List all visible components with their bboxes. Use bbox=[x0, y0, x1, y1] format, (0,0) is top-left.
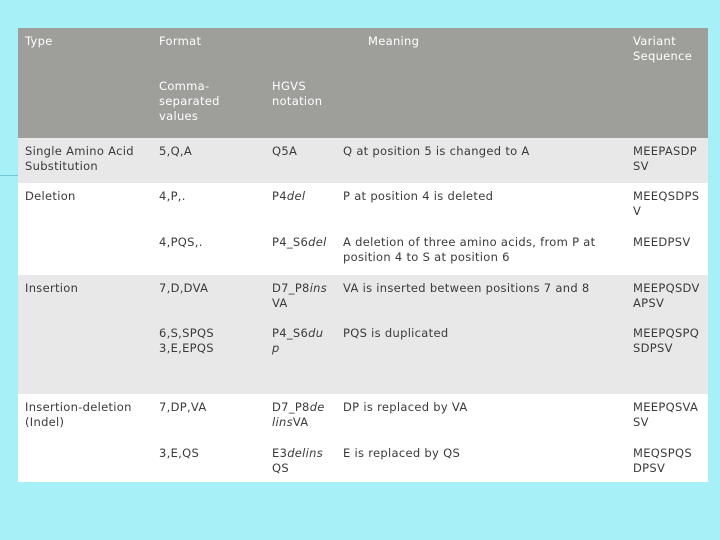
header-variant-sequence: Variant Sequence bbox=[626, 28, 708, 138]
cell-variant: MEEDPSV bbox=[626, 229, 708, 275]
header-comma-separated: Comma-separated values bbox=[152, 73, 265, 138]
cell-comma: 5,Q,A bbox=[152, 138, 265, 183]
cell-type bbox=[18, 320, 152, 394]
cell-type bbox=[18, 440, 152, 482]
table-row bbox=[18, 138, 708, 183]
cell-hgvs: P4_S6del bbox=[265, 229, 336, 275]
cell-hgvs: D7_P8de linsVA bbox=[265, 394, 336, 440]
header-hgvs: HGVS notation bbox=[265, 73, 336, 138]
cell-hgvs: P4del bbox=[265, 183, 336, 229]
cell-variant: MEQSPQS DPSV bbox=[626, 440, 708, 482]
cell-variant: MEEPQSPQ SDPSV bbox=[626, 320, 708, 394]
cell-type: Single Amino Acid Substitution bbox=[18, 138, 152, 183]
cell-variant: MEEPQSVA SV bbox=[626, 394, 708, 440]
cell-comma: 7,DP,VA bbox=[152, 394, 265, 440]
cell-variant: MEEPQSDV APSV bbox=[626, 275, 708, 320]
table-row bbox=[18, 320, 708, 394]
cell-comma: 4,P,. bbox=[152, 183, 265, 229]
cell-hgvs: Q5A bbox=[265, 138, 336, 183]
variant-format-table bbox=[18, 28, 708, 482]
cell-meaning: DP is replaced by VA bbox=[336, 394, 626, 440]
cell-hgvs: P4_S6du p bbox=[265, 320, 336, 394]
table-row bbox=[18, 183, 708, 229]
cell-variant: MEEQSDPS V bbox=[626, 183, 708, 229]
cell-comma: 3,E,QS bbox=[152, 440, 265, 482]
cell-hgvs: E3delins QS bbox=[265, 440, 336, 482]
cell-meaning: E is replaced by QS bbox=[336, 440, 626, 482]
table-row bbox=[18, 275, 708, 320]
cell-type bbox=[18, 229, 152, 275]
table-row bbox=[18, 394, 708, 440]
header-type: Type bbox=[18, 28, 152, 138]
table-row bbox=[18, 440, 708, 482]
header-meaning: Meaning bbox=[336, 28, 626, 138]
cell-meaning: Q at position 5 is changed to A bbox=[336, 138, 626, 183]
header-format: Format bbox=[152, 28, 336, 73]
cell-meaning: A deletion of three amino acids, from P at position 4 to S at position 6 bbox=[336, 229, 626, 275]
cell-comma: 6,S,SPQS 3,E,EPQS bbox=[152, 320, 265, 394]
cell-variant: MEEPASDP SV bbox=[626, 138, 708, 183]
cell-meaning: VA is inserted between positions 7 and 8 bbox=[336, 275, 626, 320]
cell-meaning: PQS is duplicated bbox=[336, 320, 626, 394]
cell-type: Deletion bbox=[18, 183, 152, 229]
decorative-divider bbox=[0, 175, 18, 176]
table-row bbox=[18, 229, 708, 275]
cell-type: Insertion bbox=[18, 275, 152, 320]
cell-comma: 7,D,DVA bbox=[152, 275, 265, 320]
cell-hgvs: D7_P8ins VA bbox=[265, 275, 336, 320]
cell-comma: 4,PQS,. bbox=[152, 229, 265, 275]
cell-type: Insertion-deletion (Indel) bbox=[18, 394, 152, 440]
cell-meaning: P at position 4 is deleted bbox=[336, 183, 626, 229]
